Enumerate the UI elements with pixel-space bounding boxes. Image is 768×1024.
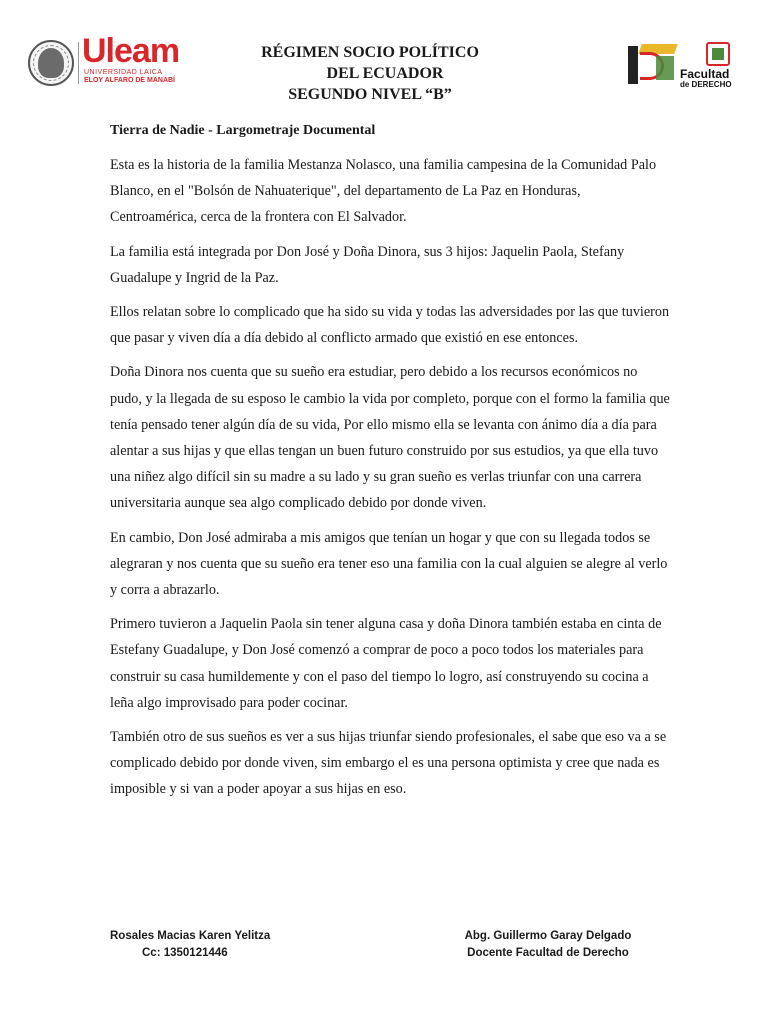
page-header	[0, 0, 768, 110]
title-line-2: DEL ECUADOR	[326, 65, 444, 82]
document-title	[200, 42, 580, 105]
document-heading: Tierra de Nadie - Largometraje Documental	[110, 123, 376, 138]
uleam-subtitle: UNIVERSIDAD LAICA	[84, 69, 163, 76]
paragraph-1: Esta es la historia de la familia Mestanza Nolasco, una familia campesina de la Comunidad Palo Blanco, en el "Bolsón de Nahuaterique", del departamento de La Paz en Honduras, Centroamérica, cerca de la frontera con El Salvador.	[110, 157, 657, 226]
footer-teacher	[438, 928, 658, 962]
title-line-3: SEGUNDO NIVEL “B”	[288, 86, 452, 103]
paragraph-6: Primero tuvieron a Jaquelin Paola sin tener alguna casa y doña Dinora también estaba en cinta de Estefany Guadalupe, y Don José comenzó a comprar de poco a poco todos los materiales para construir su casa humildemente y con el paso del tiempo lo logro, así construyendo su cocina a leña algo improvisado para poder cocinar.	[110, 616, 662, 711]
paragraph-2: La familia está integrada por Don José y Doña Dinora, sus 3 hijos: Jaquelin Paola, Stefany Guadalupe y Ingrid de la Paz.	[110, 243, 625, 286]
faculty-logo-line-1: Facultad	[680, 67, 730, 81]
uleam-subtitle-2: ELOY ALFARO DE MANABÍ	[84, 77, 176, 84]
faculty-logo-line-2: de DERECHO	[680, 80, 732, 89]
title-line-1: RÉGIMEN SOCIO POLÍTICO	[261, 44, 479, 61]
teacher-role: Docente Facultad de Derecho	[467, 947, 629, 959]
paragraph-4: Doña Dinora nos cuenta que su sueño era estudiar, pero debido a los recursos económicos no pudo, y la llegada de su esposo le cambio la vida por completo, porque con el formo la familia que tenía pensado tener algún día de su vida, Por ello mismo ella se levanta con ánimo día a día para alentar a sus hijas y que ellas tengan un buen futuro construido por sus estudios, ya que ella tuvo una niñez algo difícil sin su madre a su lado y su gran sueño es verlas triunfar con una carrera universitaria aunque sea algo complicado debido por donde viven.	[110, 364, 670, 512]
faculty-emblem-icon	[706, 42, 730, 66]
uleam-wordmark: Uleam	[82, 32, 180, 70]
university-seal-icon	[28, 40, 74, 86]
author-name: Rosales Macias Karen Yelitza	[110, 930, 271, 942]
teacher-name: Abg. Guillermo Garay Delgado	[464, 930, 632, 942]
author-id: Cc: 1350121446	[142, 947, 228, 959]
paragraph-5: En cambio, Don José admiraba a mis amigos que tenían un hogar y que con su llegada todos se alegraran y nos cuenta que su sueño era tener eso una familia con la cual alguien se alegre al verlo y corra a abrazarlo.	[110, 529, 668, 599]
faculty-logo	[626, 42, 736, 92]
document-body	[110, 118, 670, 811]
footer-author	[110, 928, 270, 962]
paragraph-7: También otro de sus sueños es ver a sus hijas triunfar siendo profesionales, el sabe que eso va a se complicado debido por donde viven, sim embargo el es una persona optimista y cree que nada es imposible y si van a poder apoyar a sus hijas en eso.	[110, 729, 667, 798]
paragraph-3: Ellos relatan sobre lo complicado que ha sido su vida y todas las adversidades por las que tuvieron que pasar y viven día a día debido al conflicto armado que existió en ese entonces.	[110, 304, 670, 347]
